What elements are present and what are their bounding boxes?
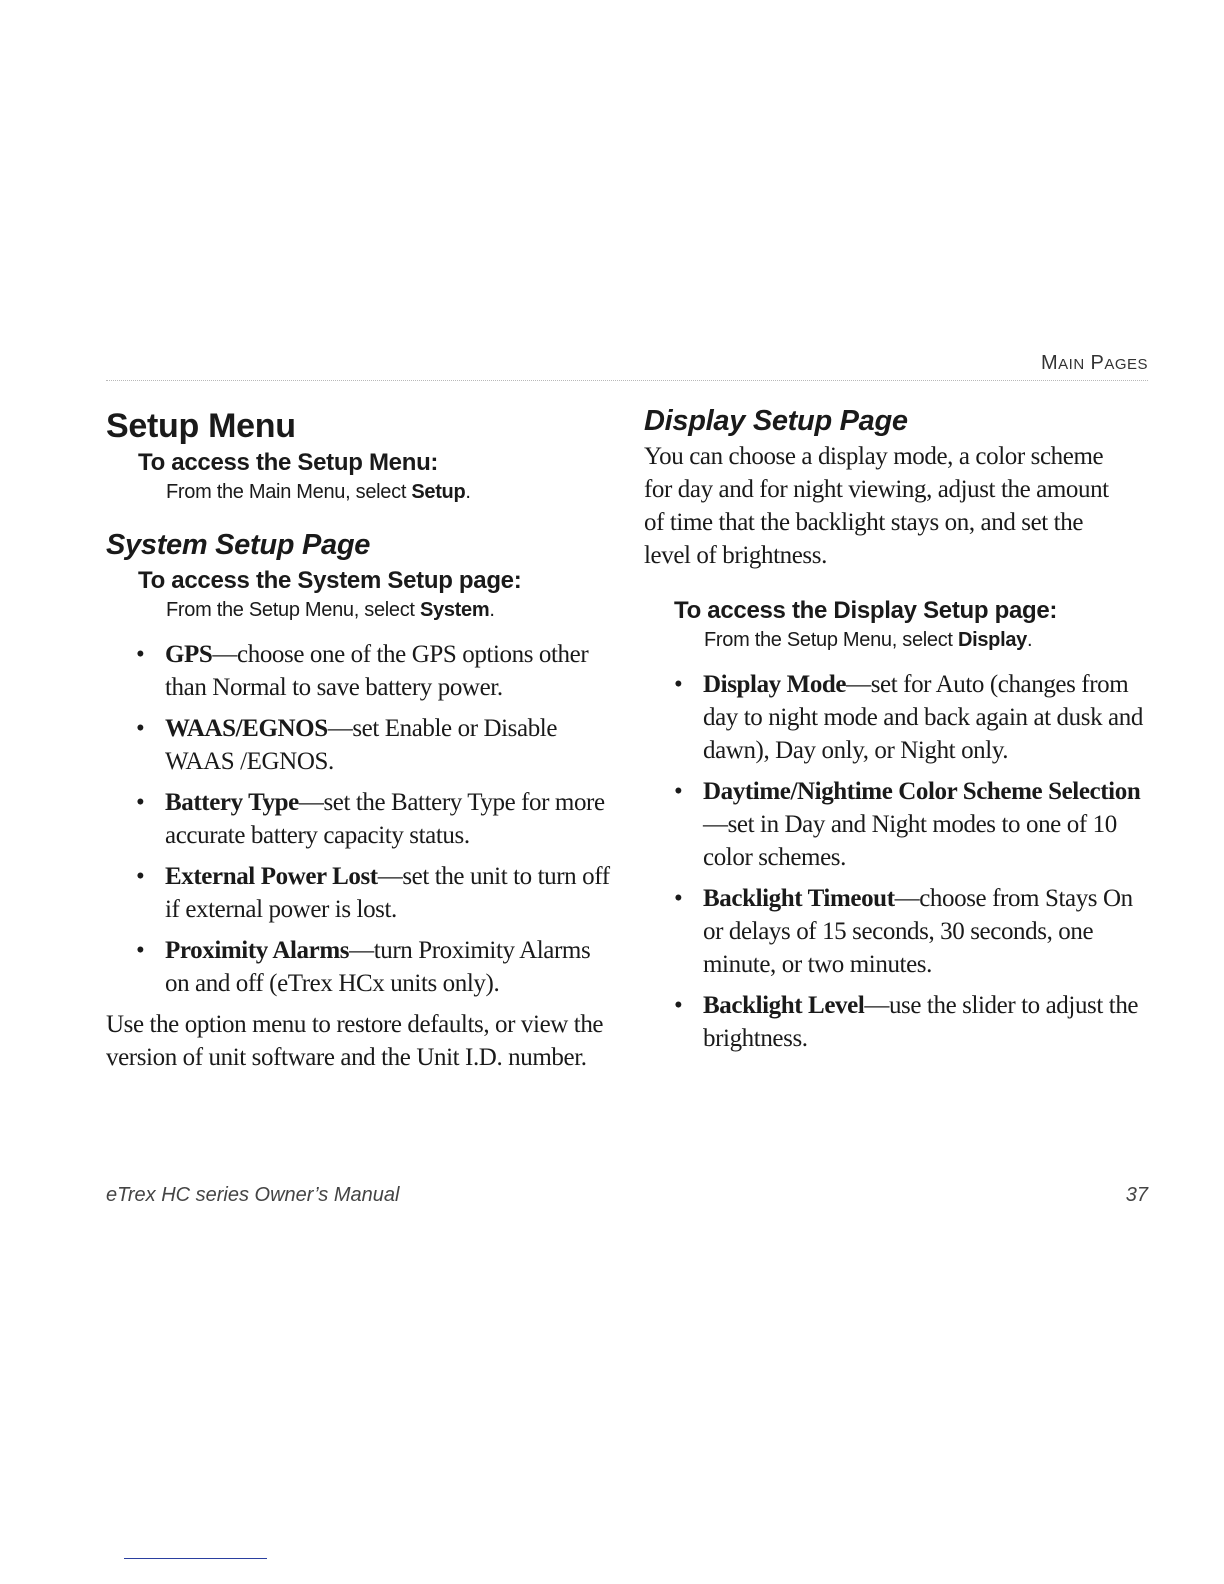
- bullet-icon: •: [674, 992, 683, 1019]
- access-system-step: [138, 596, 616, 624]
- bullet-icon: •: [136, 789, 145, 816]
- list-item: [644, 775, 1154, 874]
- access-system-procedure: [106, 566, 616, 624]
- access-display-step: [674, 626, 1154, 654]
- access-display-heading: To access the Display Setup page:: [674, 597, 1058, 624]
- access-system-heading: To access the System Setup page:: [138, 567, 522, 594]
- step-text: From the Setup Menu, select: [166, 599, 420, 621]
- item-term: Backlight Level: [703, 992, 865, 1019]
- item-text: —choose one of the GPS options other than Normal to save battery power.: [165, 641, 589, 701]
- display-intro-paragraph: You can choose a display mode, a color scheme for day and for night viewing, adjust the amount of time that the backlight stays on, and set the level of brightness.: [644, 443, 1109, 569]
- step-text: From the Setup Menu, select: [704, 629, 958, 651]
- step-text: From the Main Menu, select: [166, 481, 412, 503]
- system-setup-heading: System Setup Page: [106, 529, 371, 561]
- running-header: [1041, 352, 1148, 375]
- item-text: —set the Battery Type for more accurate battery capacity status.: [165, 789, 605, 849]
- list-item: [106, 860, 616, 926]
- running-header-ain: AIN: [1058, 356, 1085, 373]
- list-item: [106, 638, 616, 704]
- item-term: External Power Lost: [165, 863, 378, 890]
- running-header-ages: AGES: [1104, 356, 1148, 373]
- setup-menu-heading: Setup Menu: [106, 407, 296, 445]
- item-term: Proximity Alarms: [165, 937, 350, 964]
- access-setup-menu-step: [138, 478, 616, 506]
- header-divider: [106, 380, 1148, 381]
- step-bold-setup: Setup: [411, 481, 466, 503]
- footer-manual-title: eTrex HC series Owner’s Manual: [106, 1184, 400, 1206]
- bullet-icon: •: [136, 715, 145, 742]
- running-header-m: M: [1041, 352, 1059, 374]
- step-suffix: .: [489, 599, 495, 621]
- left-column: [106, 400, 616, 1074]
- step-bold-system: System: [419, 599, 490, 621]
- item-term: Display Mode: [703, 671, 847, 698]
- display-options-list: [644, 668, 1154, 1055]
- bullet-icon: •: [674, 885, 683, 912]
- bullet-icon: •: [136, 863, 145, 890]
- bullet-icon: •: [136, 937, 145, 964]
- right-column: [644, 400, 1154, 1063]
- list-item: [106, 712, 616, 778]
- list-item: [644, 989, 1154, 1055]
- access-setup-menu-procedure: [106, 448, 616, 506]
- item-text: —choose from Stays On or delays of 15 seconds, 30 seconds, one minute, or two minutes.: [703, 885, 1133, 978]
- running-header-p: P: [1090, 352, 1105, 374]
- item-term: Battery Type: [165, 789, 299, 816]
- step-suffix: .: [465, 481, 471, 503]
- item-text: —set the unit to turn off if external power is lost.: [165, 863, 610, 923]
- step-suffix: .: [1027, 629, 1033, 651]
- list-item: [106, 934, 616, 1000]
- item-term: Backlight Timeout: [703, 885, 895, 912]
- option-menu-paragraph: Use the option menu to restore defaults, or view the version of unit software and the Unit I.D. number.: [106, 1011, 604, 1071]
- access-display-procedure: [644, 596, 1154, 654]
- step-bold-display: Display: [957, 629, 1027, 651]
- list-item: [644, 668, 1154, 767]
- system-options-list: [106, 638, 616, 1000]
- bottom-link-underline: [124, 1558, 267, 1559]
- item-text: —set Enable or Disable WAAS /EGNOS.: [165, 715, 558, 775]
- bullet-icon: •: [674, 671, 683, 698]
- item-text: —set for Auto (changes from day to night mode and back again at dusk and dawn), Day only, or Night only.: [703, 671, 1143, 764]
- item-term: GPS: [165, 641, 213, 668]
- display-setup-heading: Display Setup Page: [644, 405, 908, 437]
- item-term: WAAS/EGNOS: [165, 715, 328, 742]
- footer-page-number: 37: [1125, 1184, 1148, 1206]
- item-text: —set in Day and Night modes to one of 10 color schemes.: [703, 811, 1117, 871]
- list-item: [106, 786, 616, 852]
- access-setup-menu-heading: To access the Setup Menu:: [138, 449, 439, 476]
- item-term: Daytime/Nightime Color Scheme Selection: [703, 778, 1141, 805]
- list-item: [644, 882, 1154, 981]
- bullet-icon: •: [136, 641, 145, 668]
- item-text: —turn Proximity Alarms on and off (eTrex HCx units only).: [165, 937, 591, 997]
- item-text: —use the slider to adjust the brightness.: [703, 992, 1139, 1052]
- bullet-icon: •: [674, 778, 683, 805]
